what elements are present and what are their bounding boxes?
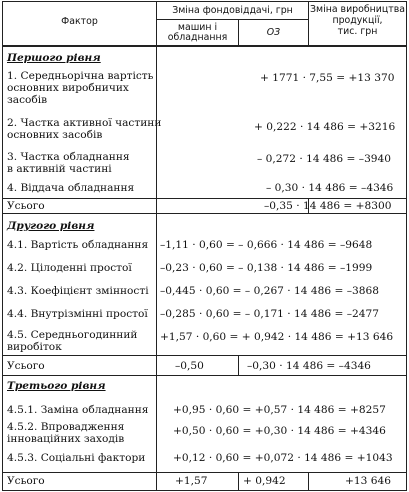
s2-r5-label-2: виробіток <box>7 341 62 353</box>
rule-oz-col-s2-total <box>238 355 239 375</box>
section-title-second: Другого рівня <box>7 220 95 232</box>
rule-s1-total-bottom <box>2 213 407 214</box>
s1-r4-formula: – 0,30 · 14 486 = –4346 <box>266 182 394 194</box>
header-change-fondo: Зміна фондовіддачі, грн <box>172 5 293 16</box>
s1-r1-label-3: засобів <box>7 94 48 106</box>
rule-s3-total-top <box>2 472 407 473</box>
s2-r4-formula: –0,285 · 0,60 = – 0,171 · 14 486 = –2477 <box>160 308 379 320</box>
header-machines-2: обладнання <box>167 32 228 43</box>
rule-s2-total-bottom <box>2 375 407 376</box>
s3-r2-label-2: інноваційних заходів <box>7 433 125 445</box>
s2-total-m: –0,50 <box>175 360 204 372</box>
rule-bottom <box>2 490 407 491</box>
rule-header-sub <box>156 19 308 20</box>
factor-table <box>2 1 407 491</box>
s1-r4-label-1: 4. Віддача обладнання <box>7 182 135 194</box>
header-oz: ОЗ <box>266 27 281 38</box>
s2-total-label: Усього <box>7 360 45 372</box>
s3-r1-label: 4.5.1. Заміна обладнання <box>7 404 149 416</box>
rule-factor-col <box>156 1 157 491</box>
s1-r1-label-2: основних виробничих <box>7 82 129 94</box>
header-prod-2: продукції, <box>332 15 383 26</box>
s2-total-rest: –0,30 · 14 486 = –4346 <box>247 360 371 372</box>
s2-r2-formula: –0,23 · 0,60 = – 0,138 · 14 486 = –1999 <box>160 262 373 274</box>
s1-r3-label-2: в активній частині <box>7 163 112 175</box>
s2-r4-label: 4.4. Внутрізмінні простої <box>7 308 148 320</box>
s1-r3-label-1: 3. Частка обладнання <box>7 151 130 163</box>
rule-left <box>2 1 3 491</box>
s2-r3-formula: –0,445 · 0,60 = – 0,267 · 14 486 = –3868 <box>160 285 379 297</box>
rule-top <box>2 1 407 2</box>
s1-r2-label-2: основних засобів <box>7 129 103 141</box>
s3-r3-formula: +0,12 · 0,60 = +0,072 · 14 486 = +1043 <box>173 452 393 464</box>
header-prod-1: Зміна виробництва <box>310 4 405 15</box>
s1-total-label: Усього <box>7 200 45 212</box>
header-factor: Фактор <box>61 16 98 27</box>
s2-r1-label: 4.1. Вартість обладнання <box>7 239 149 251</box>
s1-r1-formula: + 1771 · 7,55 = +13 370 <box>260 72 395 84</box>
section-title-third: Третього рівня <box>7 380 106 392</box>
s3-r1-formula: +0,95 · 0,60 = +0,57 · 14 486 = +8257 <box>173 404 386 416</box>
s1-total-formula: –0,35 · 14 486 = +8300 <box>264 200 392 212</box>
s3-total-prod: +13 646 <box>345 475 391 487</box>
rule-s2-total-top <box>2 355 407 356</box>
rule-right <box>406 1 407 491</box>
s3-r2-label-1: 4.5.2. Впровадження <box>7 421 125 433</box>
s2-r2-label: 4.2. Цілоденні простої <box>7 262 132 274</box>
s2-r5-label-1: 4.5. Середньогодинний <box>7 329 138 341</box>
s1-r2-label-1: 2. Частка активної частини <box>7 117 162 129</box>
s3-total-label: Усього <box>7 475 45 487</box>
s1-r3-formula: – 0,272 · 14 486 = –3940 <box>257 153 392 165</box>
header-machines-1: машин і <box>177 22 218 33</box>
s3-r2-formula: +0,50 · 0,60 = +0,30 · 14 486 = +4346 <box>173 425 386 437</box>
s2-r3-label: 4.3. Коефіцієнт змінності <box>7 285 149 297</box>
section-title-first: Першого рівня <box>7 52 101 64</box>
rule-prod-col-s3-total <box>308 472 309 491</box>
s3-r3-label: 4.5.3. Соціальні фактори <box>7 452 146 464</box>
s2-r5-formula: +1,57 · 0,60 = + 0,942 · 14 486 = +13 646 <box>160 331 394 343</box>
s3-total-oz: + 0,942 <box>243 475 286 487</box>
s1-r2-formula: + 0,222 · 14 486 = +3216 <box>254 121 396 133</box>
rule-oz-col-s3-total <box>238 472 239 491</box>
s2-r1-formula: –1,11 · 0,60 = – 0,666 · 14 486 = –9648 <box>160 239 373 251</box>
s3-total-m: +1,57 <box>175 475 208 487</box>
rule-header-bottom <box>2 45 407 47</box>
header-prod-3: тис. грн <box>337 26 378 37</box>
s1-r1-label-1: 1. Середньорічна вартість <box>7 70 154 82</box>
rule-s1-total-top <box>2 198 407 199</box>
